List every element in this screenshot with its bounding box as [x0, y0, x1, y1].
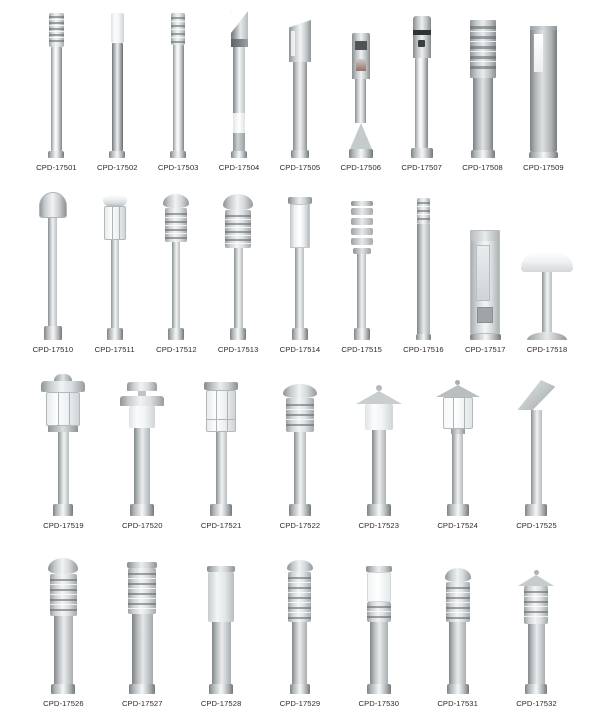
- lamp-base: [170, 151, 186, 158]
- product-code: CPD-17501: [36, 163, 77, 172]
- product-code: CPD-17519: [43, 521, 84, 530]
- lamp-base: [109, 151, 125, 158]
- lamp-post: [415, 58, 428, 148]
- lamp-figure: [163, 182, 189, 340]
- lamp-post: [449, 622, 466, 684]
- product-cell[interactable]: [264, 540, 336, 708]
- lamp-flare: [350, 123, 372, 149]
- lamp-head: [290, 204, 310, 248]
- product-cell[interactable]: [456, 182, 514, 354]
- lamp-figure: [470, 10, 496, 158]
- product-cell[interactable]: [343, 540, 415, 708]
- lamp-figure: [48, 540, 78, 694]
- lamp-head: [530, 26, 557, 152]
- lamp-base: [209, 684, 233, 694]
- lamp-dome: [223, 194, 253, 210]
- lamp-base: [447, 684, 469, 694]
- product-cell[interactable]: [211, 10, 267, 172]
- lamp-louver: [367, 602, 391, 622]
- lamp-roof: [436, 385, 480, 397]
- lamp-post-white: [233, 113, 245, 133]
- product-code: CPD-17513: [217, 345, 259, 354]
- lamp-cone-hat: [518, 575, 554, 586]
- lamp-base: [44, 326, 62, 340]
- lamp-head: [470, 20, 496, 78]
- lamp-base: [292, 328, 308, 340]
- product-code: CPD-17507: [401, 163, 442, 172]
- lamp-post: [51, 47, 62, 151]
- lamp-post: [54, 616, 73, 684]
- lamp-dome: [163, 194, 189, 208]
- lamp-post: [132, 614, 153, 684]
- product-code: CPD-17508: [462, 163, 503, 172]
- lamp-post: [48, 218, 57, 326]
- product-code: CPD-17505: [279, 163, 321, 172]
- lamp-figure: [283, 364, 317, 516]
- product-code: CPD-17532: [516, 699, 557, 708]
- lamp-head: [286, 398, 314, 432]
- product-cell[interactable]: [150, 10, 206, 172]
- lamp-head: [446, 582, 470, 622]
- lamp-head: [165, 208, 187, 242]
- product-row-3: [0, 354, 600, 530]
- product-code: CPD-17526: [43, 699, 84, 708]
- lamp-post: [234, 248, 243, 328]
- lamp-cap: [204, 382, 238, 390]
- product-cell[interactable]: [518, 182, 576, 354]
- lamp-dome: [445, 568, 471, 582]
- lamp-figure: [39, 182, 67, 340]
- product-cell[interactable]: [89, 10, 145, 172]
- lamp-cone-hat: [356, 391, 402, 404]
- lamp-figure: [366, 540, 392, 694]
- lamp-head: [225, 210, 251, 248]
- lamp-figure: [288, 182, 312, 340]
- lamp-base: [231, 151, 247, 158]
- lamp-base: [525, 504, 547, 516]
- lamp-base: [107, 328, 123, 340]
- product-code: CPD-17527: [121, 699, 163, 708]
- lamp-post: [293, 62, 307, 150]
- lamp-post: [473, 78, 493, 150]
- lamp-head: [111, 13, 124, 43]
- lamp-base: [290, 684, 310, 694]
- lamp-head: [289, 20, 311, 62]
- product-cell[interactable]: [272, 10, 328, 172]
- lamp-head: [50, 574, 77, 616]
- product-row-2: [0, 172, 600, 354]
- lamp-figure: [517, 364, 555, 516]
- lamp-figure: [170, 10, 186, 158]
- lamp-post-lower: [233, 133, 245, 151]
- product-code: CPD-17503: [157, 163, 199, 172]
- product-code: CPD-17516: [403, 345, 444, 354]
- lamp-figure: [41, 364, 85, 516]
- lamp-post: [370, 622, 388, 684]
- lamp-waist: [355, 79, 366, 123]
- lamp-head: [443, 397, 473, 429]
- lamp-head: [46, 392, 80, 426]
- product-cell[interactable]: [394, 182, 452, 354]
- lamp-post: [531, 410, 542, 504]
- lamp-figure: [518, 540, 554, 694]
- product-code: CPD-17531: [437, 699, 478, 708]
- lamp-head: [524, 586, 548, 624]
- lamp-base: [129, 684, 155, 694]
- product-cell[interactable]: [106, 540, 178, 708]
- lamp-figure: [207, 540, 235, 694]
- lamp-head: [367, 572, 391, 602]
- product-cell[interactable]: [333, 182, 391, 354]
- lamp-head: [49, 13, 64, 47]
- product-code: CPD-17530: [358, 699, 400, 708]
- lamp-post: [172, 242, 180, 328]
- product-cell[interactable]: [185, 364, 257, 530]
- lamp-base: [230, 328, 246, 340]
- lamp-base: [168, 328, 184, 340]
- lamp-figure: [470, 182, 501, 340]
- lamp-post: [294, 432, 306, 504]
- lamp-head: [128, 568, 156, 614]
- lamp-post: [173, 45, 184, 151]
- lamp-figure: [289, 10, 311, 158]
- lamp-figure: [120, 364, 164, 516]
- lamp-post: [233, 47, 245, 113]
- product-cell[interactable]: [271, 182, 329, 354]
- product-cell[interactable]: [24, 182, 82, 354]
- product-cell[interactable]: [185, 540, 257, 708]
- lamp-figure: [356, 364, 402, 516]
- lamp-post: [58, 432, 69, 504]
- product-code: CPD-17514: [279, 345, 321, 354]
- lamp-figure: [231, 10, 248, 158]
- product-cell[interactable]: [86, 182, 144, 354]
- lamp-post: [212, 622, 231, 684]
- lamp-shade-bottom: [120, 396, 164, 406]
- lamp-dome: [287, 560, 313, 572]
- lamp-figure: [411, 10, 433, 158]
- lamp-post: [134, 428, 150, 504]
- lamp-dome: [48, 558, 78, 574]
- product-code: CPD-17512: [156, 345, 197, 354]
- lamp-figure: [48, 10, 64, 158]
- lamp-post: [111, 240, 119, 328]
- lamp-figure: [445, 540, 471, 694]
- lamp-post: [112, 43, 123, 151]
- product-code: CPD-17509: [523, 163, 564, 172]
- lamp-base: [51, 684, 75, 694]
- lamp-base: [471, 150, 495, 158]
- lamp-post: [528, 624, 545, 684]
- product-cell[interactable]: [147, 182, 205, 354]
- lamp-base: [470, 334, 501, 340]
- product-code: CPD-17504: [218, 163, 260, 172]
- product-cell[interactable]: [27, 364, 99, 530]
- lamp-post: [372, 430, 386, 504]
- lamp-head: [470, 230, 500, 334]
- product-cell[interactable]: [394, 10, 450, 172]
- lamp-shade: [41, 381, 85, 392]
- product-cell[interactable]: [264, 364, 336, 530]
- product-cell[interactable]: [343, 364, 415, 530]
- lamp-figure: [127, 540, 157, 694]
- product-code: CPD-17520: [121, 521, 163, 530]
- lamp-dome: [283, 384, 317, 398]
- lamp-base: [367, 504, 391, 516]
- product-code: CPD-17506: [340, 163, 382, 172]
- lamp-head: [413, 16, 431, 58]
- lamp-figure: [287, 540, 313, 694]
- product-code: CPD-17522: [279, 521, 321, 530]
- lamp-figure: [349, 10, 373, 158]
- lamp-head: [206, 390, 236, 432]
- lamp-post: [542, 272, 552, 332]
- lamp-head: [521, 252, 573, 272]
- product-cell[interactable]: [27, 540, 99, 708]
- lamp-figure: [223, 182, 253, 340]
- lamp-head: [129, 406, 155, 428]
- product-code: CPD-17529: [279, 699, 321, 708]
- lamp-base: [210, 504, 232, 516]
- lamp-head: [288, 572, 311, 622]
- lamp-cap: [288, 197, 312, 204]
- lamp-head: [352, 33, 370, 79]
- product-code: CPD-17515: [341, 345, 382, 354]
- lamp-figure: [109, 10, 125, 158]
- lamp-base: [130, 504, 154, 516]
- lamp-post: [357, 254, 366, 328]
- lamp-post: [452, 434, 463, 504]
- lamp-head: [517, 380, 555, 410]
- lamp-base: [349, 149, 373, 158]
- lamp-head: [417, 198, 430, 224]
- product-row-4: [0, 530, 600, 708]
- lamp-head: [350, 206, 374, 254]
- lamp-base: [289, 504, 311, 516]
- lamp-head: [365, 404, 393, 430]
- lamp-figure: [521, 182, 573, 340]
- product-cell[interactable]: [500, 364, 572, 530]
- lamp-shade-top: [127, 382, 157, 391]
- product-code: CPD-17525: [516, 521, 557, 530]
- lamp-base: [354, 328, 370, 340]
- product-code: CPD-17502: [97, 163, 138, 172]
- lamp-head: [231, 11, 248, 47]
- product-code: CPD-17518: [526, 345, 568, 354]
- lamp-base: [416, 334, 431, 340]
- product-cell[interactable]: [209, 182, 267, 354]
- product-cell[interactable]: [515, 10, 571, 172]
- lamp-base: [447, 504, 469, 516]
- product-row-1: [0, 0, 600, 172]
- lamp-head: [208, 572, 234, 622]
- lamp-post: [295, 248, 304, 328]
- lamp-base: [525, 684, 547, 694]
- lamp-head: [171, 13, 185, 45]
- product-cell[interactable]: [333, 10, 389, 172]
- product-code: CPD-17523: [358, 521, 400, 530]
- lamp-head: [104, 206, 126, 240]
- product-code: CPD-17521: [200, 521, 242, 530]
- product-cell[interactable]: [422, 364, 494, 530]
- product-code: CPD-17517: [464, 345, 506, 354]
- lamp-head: [39, 192, 67, 218]
- product-code: CPD-17511: [94, 345, 135, 354]
- lamp-base: [291, 150, 309, 158]
- product-cell[interactable]: [500, 540, 572, 708]
- lamp-dome: [103, 194, 127, 206]
- lamp-post: [292, 622, 307, 684]
- product-cell[interactable]: [28, 10, 84, 172]
- lamp-base: [411, 148, 433, 158]
- lamp-figure: [436, 364, 480, 516]
- lamp-figure: [416, 182, 431, 340]
- lamp-figure: [529, 10, 558, 158]
- product-code: CPD-17510: [32, 345, 74, 354]
- lamp-top-cap: [54, 374, 72, 381]
- lamp-post: [216, 432, 227, 504]
- product-code: CPD-17524: [437, 521, 478, 530]
- lamp-figure: [204, 364, 238, 516]
- product-cell[interactable]: [422, 540, 494, 708]
- lamp-figure: [103, 182, 127, 340]
- lamp-base: [53, 504, 73, 516]
- lamp-figure: [350, 182, 374, 340]
- product-cell[interactable]: [455, 10, 511, 172]
- lamp-base: [527, 332, 567, 340]
- product-code: CPD-17528: [200, 699, 242, 708]
- lamp-base: [48, 151, 64, 158]
- lamp-base: [367, 684, 391, 694]
- lamp-post: [417, 224, 430, 334]
- lamp-base: [529, 152, 558, 158]
- product-cell[interactable]: [106, 364, 178, 530]
